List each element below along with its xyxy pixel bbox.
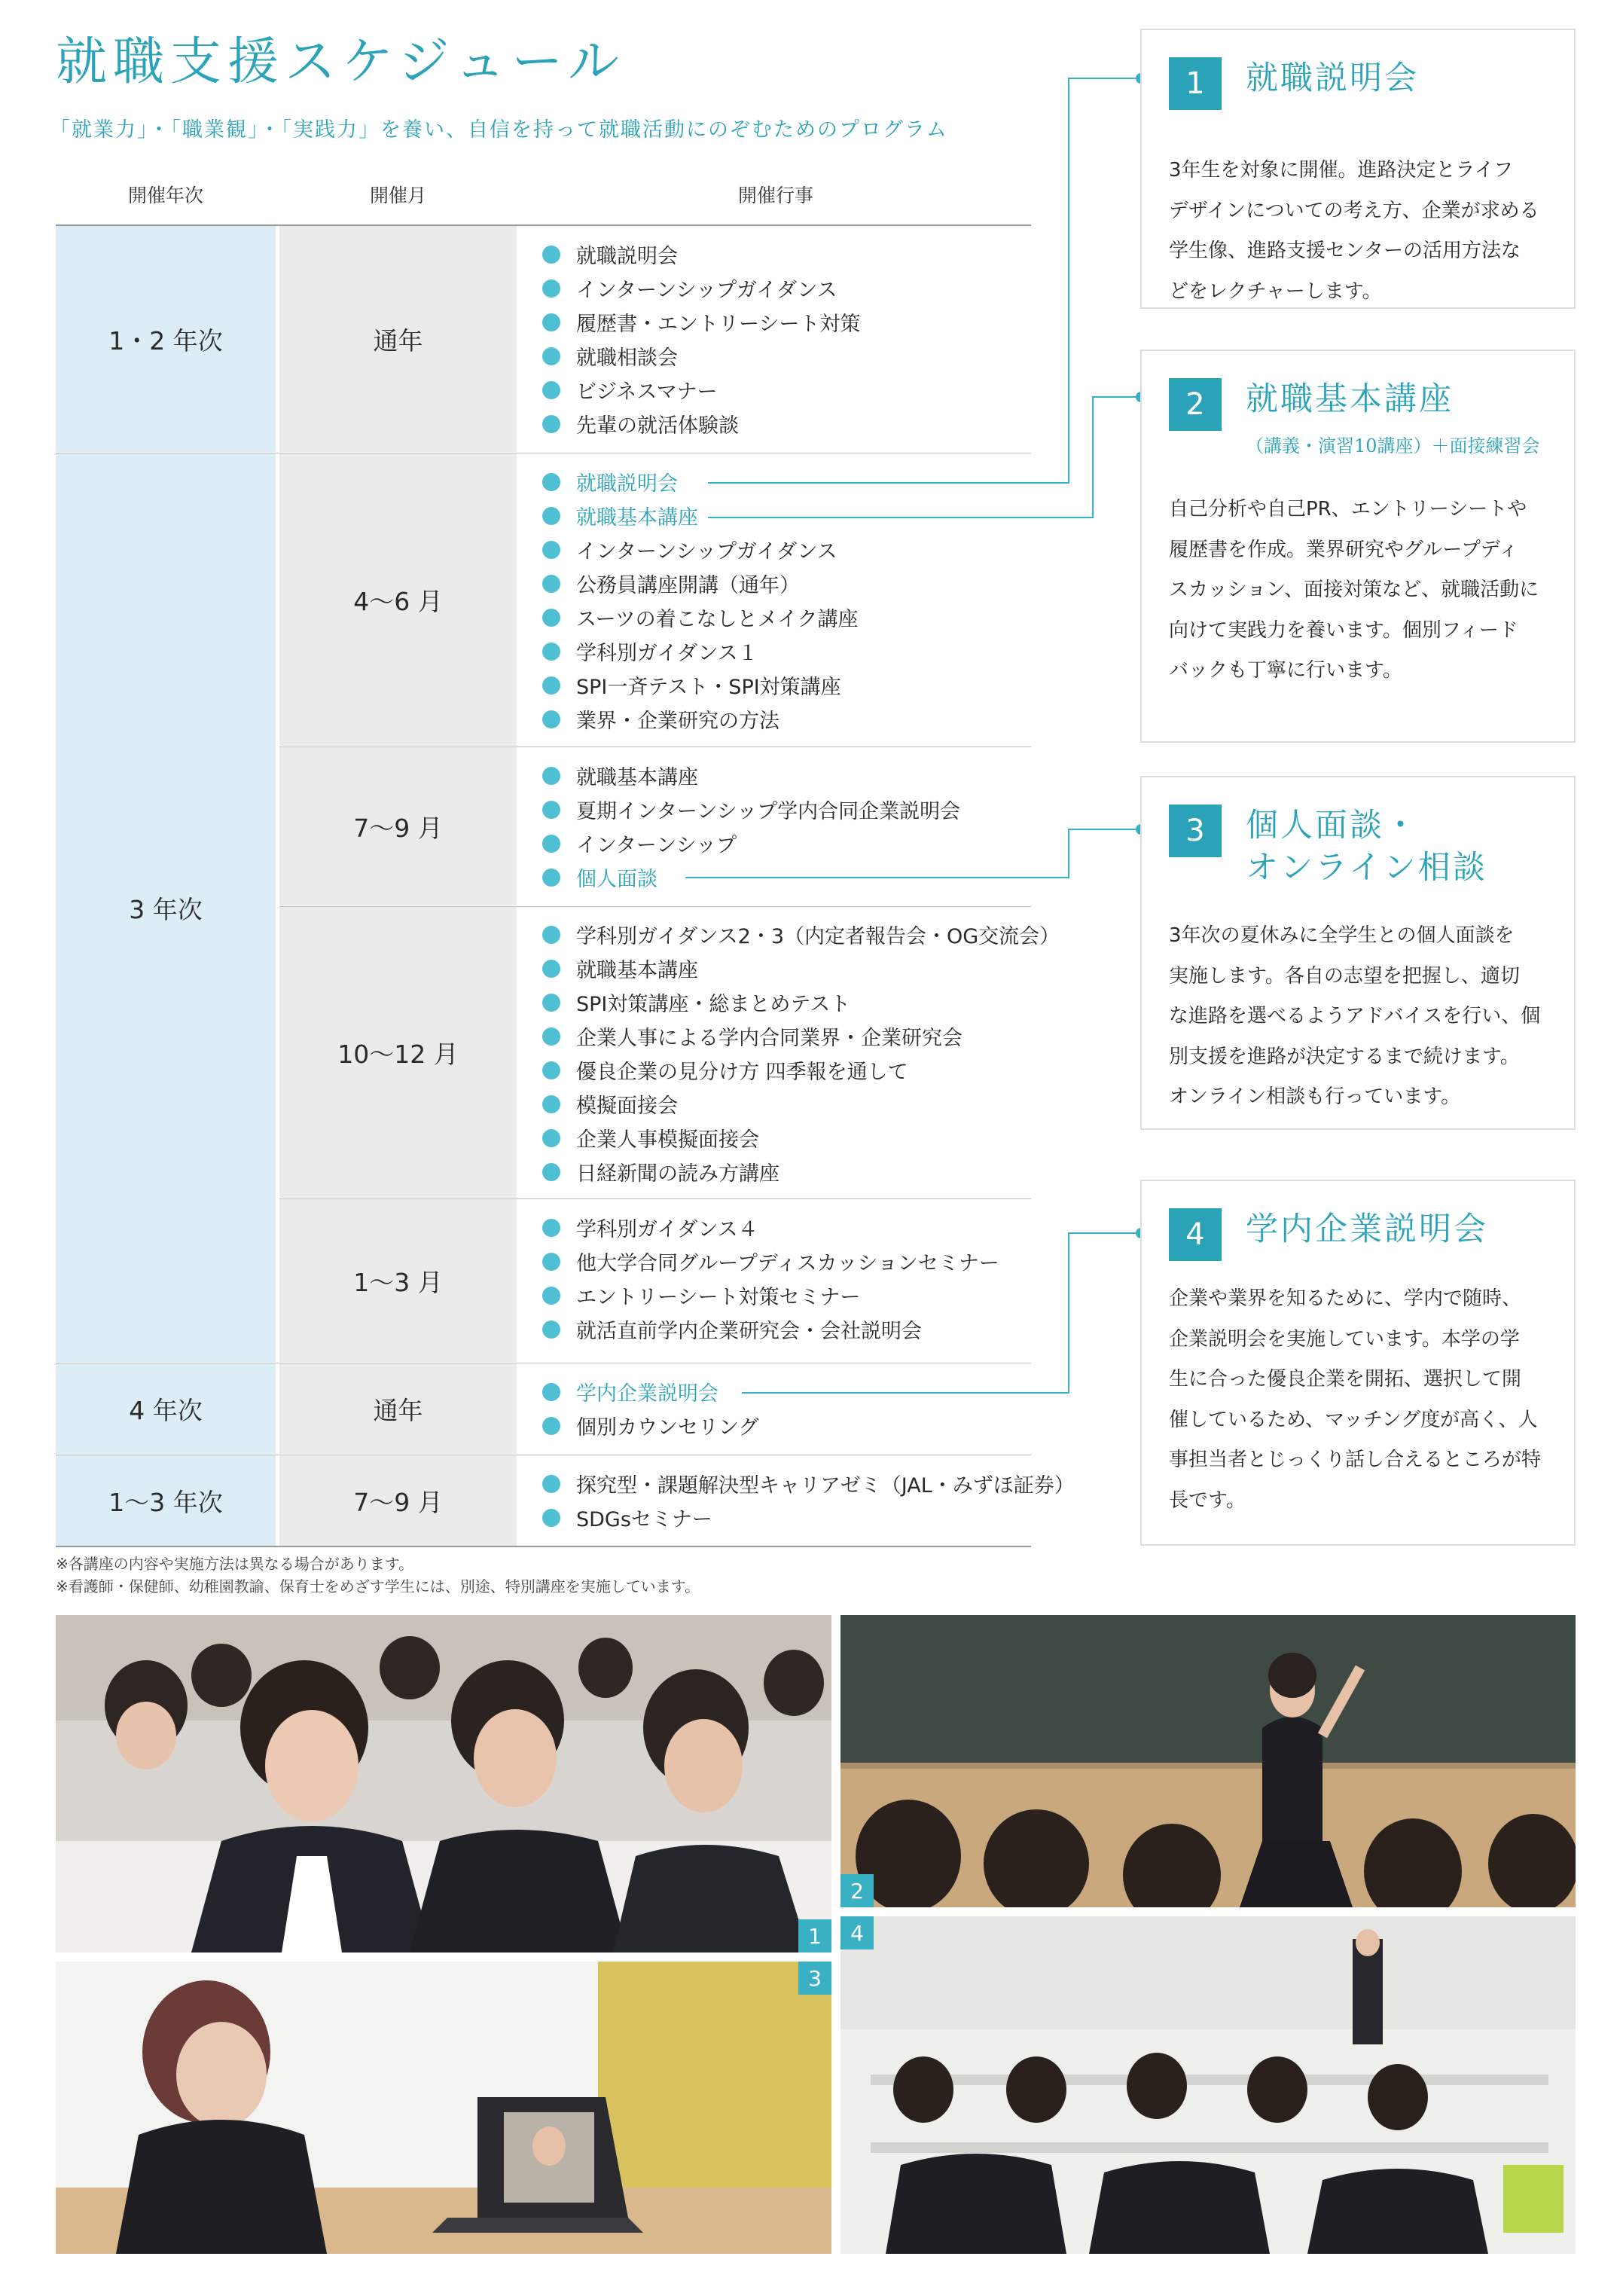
bullet-dot-icon — [542, 1475, 560, 1493]
box-number: 4 — [1169, 1208, 1222, 1261]
info-box-1 — [1140, 29, 1576, 309]
event-label: 就活直前学内企業研究会・会社説明会 — [576, 1320, 922, 1343]
event-item — [542, 917, 1060, 951]
table-rule — [279, 906, 1031, 907]
event-item — [542, 407, 739, 441]
event-label: 公務員講座開講（通年） — [576, 574, 800, 597]
event-item — [542, 600, 859, 634]
event-item — [542, 668, 841, 702]
month-cell — [279, 1455, 517, 1546]
event-label: 個人面談 — [576, 868, 657, 891]
bullet-dot-icon — [542, 1061, 560, 1079]
event-item — [542, 1501, 712, 1534]
footnote: ※各講座の内容や実施方法は異なる場合があります。 — [56, 1555, 414, 1573]
bullet-dot-icon — [542, 926, 560, 944]
event-item — [542, 1155, 779, 1189]
photo-company-seminar — [840, 1916, 1576, 2254]
event-item — [542, 634, 758, 668]
table-rule — [279, 1198, 1031, 1199]
event-label: 個別カウンセリング — [576, 1416, 759, 1440]
year-cell-3 — [56, 453, 276, 1362]
event-item — [542, 465, 678, 499]
info-box-2 — [1140, 350, 1576, 743]
event-item — [542, 985, 850, 1019]
bullet-dot-icon — [542, 994, 560, 1012]
event-label: 企業人事模擬面接会 — [576, 1128, 759, 1152]
event-label: インターンシップガイダンス — [576, 279, 837, 302]
event-item — [542, 373, 718, 407]
bullet-dot-icon — [542, 609, 560, 627]
photo-tag: 4 — [840, 1916, 874, 1949]
box-body: 3年次の夏休みに全学生との個人面談を 実施します。各自の志望を把握し、適切 な進路を選べるようアドバイスを行い、個 別支援を進路が決定するまで続けます。 オンライン相談も行っています。 — [1169, 924, 1541, 1108]
event-label: 業界・企業研究の方法 — [576, 710, 779, 733]
bullet-dot-icon — [542, 869, 560, 887]
bullet-dot-icon — [542, 381, 560, 399]
table-rule — [56, 1546, 1031, 1547]
event-item — [542, 792, 960, 826]
box-subtitle: （講義・演習10講座）＋面接練習会 — [1246, 435, 1540, 456]
event-item — [542, 1121, 759, 1155]
event-label: インターンシップガイダンス — [576, 540, 837, 563]
bullet-dot-icon — [542, 415, 560, 433]
event-item — [542, 499, 698, 533]
page-subtitle: 「就業力」・「職業観」・「実践力」を養い、自信を持って就職活動にのぞむためのプログラム — [50, 118, 948, 142]
month-label: 10〜12 月 — [337, 1039, 459, 1069]
event-item — [542, 1087, 678, 1121]
bullet-dot-icon — [542, 643, 560, 661]
month-cell — [279, 226, 517, 452]
event-label: SDGsセミナー — [576, 1508, 712, 1531]
box-title: 就職説明会 — [1246, 60, 1419, 97]
info-box-3 — [1140, 776, 1576, 1130]
event-item — [542, 702, 779, 736]
event-item — [542, 1278, 860, 1312]
event-label: ビジネスマナー — [576, 380, 718, 404]
event-item — [542, 826, 737, 860]
event-label: 就職基本講座 — [576, 766, 698, 789]
bullet-dot-icon — [542, 1219, 560, 1237]
bullet-dot-icon — [542, 710, 560, 728]
year-cell-1-3 — [56, 1455, 276, 1546]
event-item — [542, 305, 860, 339]
year-label: 3 年次 — [129, 894, 203, 924]
box-body: 企業や業界を知るために、学内で随時、 企業説明会を実施しています。本学の学 生に合った優良企業を開拓、選択して開 催しているため、マッチング度が高く、人 事担当者とじっくり話し合えるところが特 長です。 — [1169, 1287, 1542, 1512]
event-item — [542, 1312, 922, 1346]
event-label: 就職基本講座 — [576, 506, 698, 530]
bullet-dot-icon — [542, 1253, 560, 1271]
bullet-dot-icon — [542, 1321, 560, 1339]
year-label: 4 年次 — [129, 1395, 203, 1425]
event-label: 他大学合同グループディスカッションセミナー — [576, 1252, 999, 1275]
year-label: 1・2 年次 — [108, 325, 223, 356]
event-item — [542, 1375, 718, 1409]
year-cell-4 — [56, 1363, 276, 1454]
bullet-dot-icon — [542, 1417, 560, 1435]
event-label: 就職相談会 — [576, 347, 678, 370]
event-item — [542, 1053, 908, 1087]
bullet-dot-icon — [542, 1129, 560, 1147]
bullet-dot-icon — [542, 835, 560, 853]
bullet-dot-icon — [542, 1287, 560, 1305]
header-month: 開催月 — [369, 185, 426, 206]
page-title: 就職支援スケジュール — [56, 32, 625, 92]
bullet-dot-icon — [542, 767, 560, 785]
event-label: SPI一斉テスト・SPI対策講座 — [576, 676, 841, 699]
event-label: 日経新聞の読み方講座 — [576, 1162, 779, 1186]
box-number: 1 — [1169, 57, 1222, 110]
event-item — [542, 1211, 758, 1244]
bullet-dot-icon — [542, 246, 560, 264]
box-title: 就職基本講座 — [1246, 380, 1454, 418]
header-events: 開催行事 — [737, 185, 813, 206]
bullet-dot-icon — [542, 1509, 560, 1527]
photo-students-listening — [56, 1615, 831, 1953]
event-label: SPI対策講座・総まとめテスト — [576, 993, 851, 1016]
table-rule — [56, 224, 1031, 226]
bullet-dot-icon — [542, 1383, 560, 1401]
event-label: 先輩の就活体験談 — [576, 414, 739, 438]
bullet-dot-icon — [542, 1095, 560, 1113]
bullet-dot-icon — [542, 313, 560, 331]
event-label: 就職基本講座 — [576, 959, 698, 982]
bullet-dot-icon — [542, 473, 560, 491]
event-item — [542, 1019, 963, 1053]
event-label: エントリーシート対策セミナー — [576, 1286, 861, 1309]
bullet-dot-icon — [542, 960, 560, 978]
photo-tag: 1 — [798, 1919, 831, 1953]
event-label: インターンシップ — [576, 834, 737, 857]
event-label: 学科別ガイダンス2・3（内定者報告会・OG交流会） — [576, 925, 1060, 948]
info-box-4 — [1140, 1180, 1576, 1546]
bullet-dot-icon — [542, 1163, 560, 1181]
box-body: 3年生を対象に開催。進路決定とライフ デザインについての考え方、企業が求める 学生像、進路支援センターの活用方法な どをレクチャーします。 — [1169, 159, 1539, 303]
year-label: 1〜3 年次 — [108, 1487, 223, 1517]
month-cell — [279, 1363, 517, 1454]
event-label: 模擬面接会 — [576, 1095, 678, 1118]
event-item — [542, 566, 800, 600]
photo-lecture-blackboard — [840, 1615, 1576, 1907]
event-label: 就職説明会 — [576, 245, 678, 268]
event-label: 探究型・課題解決型キャリアゼミ（JAL・みずほ証券） — [576, 1474, 1075, 1498]
event-item — [542, 951, 698, 985]
bullet-dot-icon — [542, 575, 560, 593]
box-title: 学内企業説明会 — [1246, 1211, 1488, 1248]
bullet-dot-icon — [542, 507, 560, 525]
bullet-dot-icon — [542, 801, 560, 819]
event-item — [542, 533, 837, 566]
month-label: 通年 — [373, 1395, 423, 1425]
photo-tag: 3 — [798, 1962, 831, 1995]
month-label: 7〜9 月 — [353, 1487, 443, 1517]
bullet-dot-icon — [542, 541, 560, 559]
bullet-dot-icon — [542, 347, 560, 365]
month-cell — [279, 747, 517, 905]
event-item — [542, 1409, 758, 1443]
bullet-dot-icon — [542, 279, 560, 298]
event-label: スーツの着こなしとメイク講座 — [576, 608, 859, 631]
header-year: 開催年次 — [127, 185, 203, 206]
box-number: 2 — [1169, 378, 1222, 431]
month-label: 1〜3 月 — [353, 1267, 443, 1297]
event-item — [542, 339, 678, 373]
event-item — [542, 860, 657, 894]
box-body: 自己分析や自己PR、エントリーシートや 履歴書を作成。業界研究やグループディ スカッション、面接対策など、就職活動に 向けて実践力を養います。個別フィード バックも丁寧に行います。 — [1169, 498, 1539, 682]
bullet-dot-icon — [542, 676, 560, 695]
box-number: 3 — [1169, 805, 1222, 857]
month-label: 4〜6 月 — [353, 586, 443, 616]
footnote: ※看護師・保健師、幼稚園教諭、保育士をめざす学生には、別途、特別講座を実施しています。 — [56, 1577, 700, 1595]
event-label: 履歴書・エントリーシート対策 — [576, 313, 861, 336]
event-item — [542, 271, 837, 305]
event-label: 学科別ガイダンス４ — [576, 1218, 758, 1241]
event-label: 学科別ガイダンス１ — [576, 642, 758, 665]
event-label: 夏期インターンシップ学内合同企業説明会 — [576, 800, 961, 823]
bullet-dot-icon — [542, 1027, 560, 1046]
event-label: 学内企業説明会 — [576, 1382, 718, 1406]
month-label: 通年 — [373, 325, 423, 356]
year-cell-1-2 — [56, 226, 276, 452]
event-label: 優良企業の見分け方 四季報を通して — [576, 1061, 908, 1084]
event-label: 企業人事による学内合同業界・企業研究会 — [576, 1027, 963, 1050]
month-cell — [279, 453, 517, 746]
photo-tag: 2 — [840, 1874, 874, 1907]
month-cell — [279, 1199, 517, 1362]
photo-online-consultation — [56, 1962, 831, 2254]
event-item — [542, 759, 698, 792]
event-item — [542, 1467, 1075, 1501]
month-cell — [279, 907, 517, 1198]
box-title: 個人面談・ オンライン相談 — [1246, 807, 1487, 887]
event-item — [542, 237, 678, 271]
event-label: 就職説明会 — [576, 472, 678, 496]
event-item — [542, 1244, 999, 1278]
month-label: 7〜9 月 — [353, 813, 443, 843]
